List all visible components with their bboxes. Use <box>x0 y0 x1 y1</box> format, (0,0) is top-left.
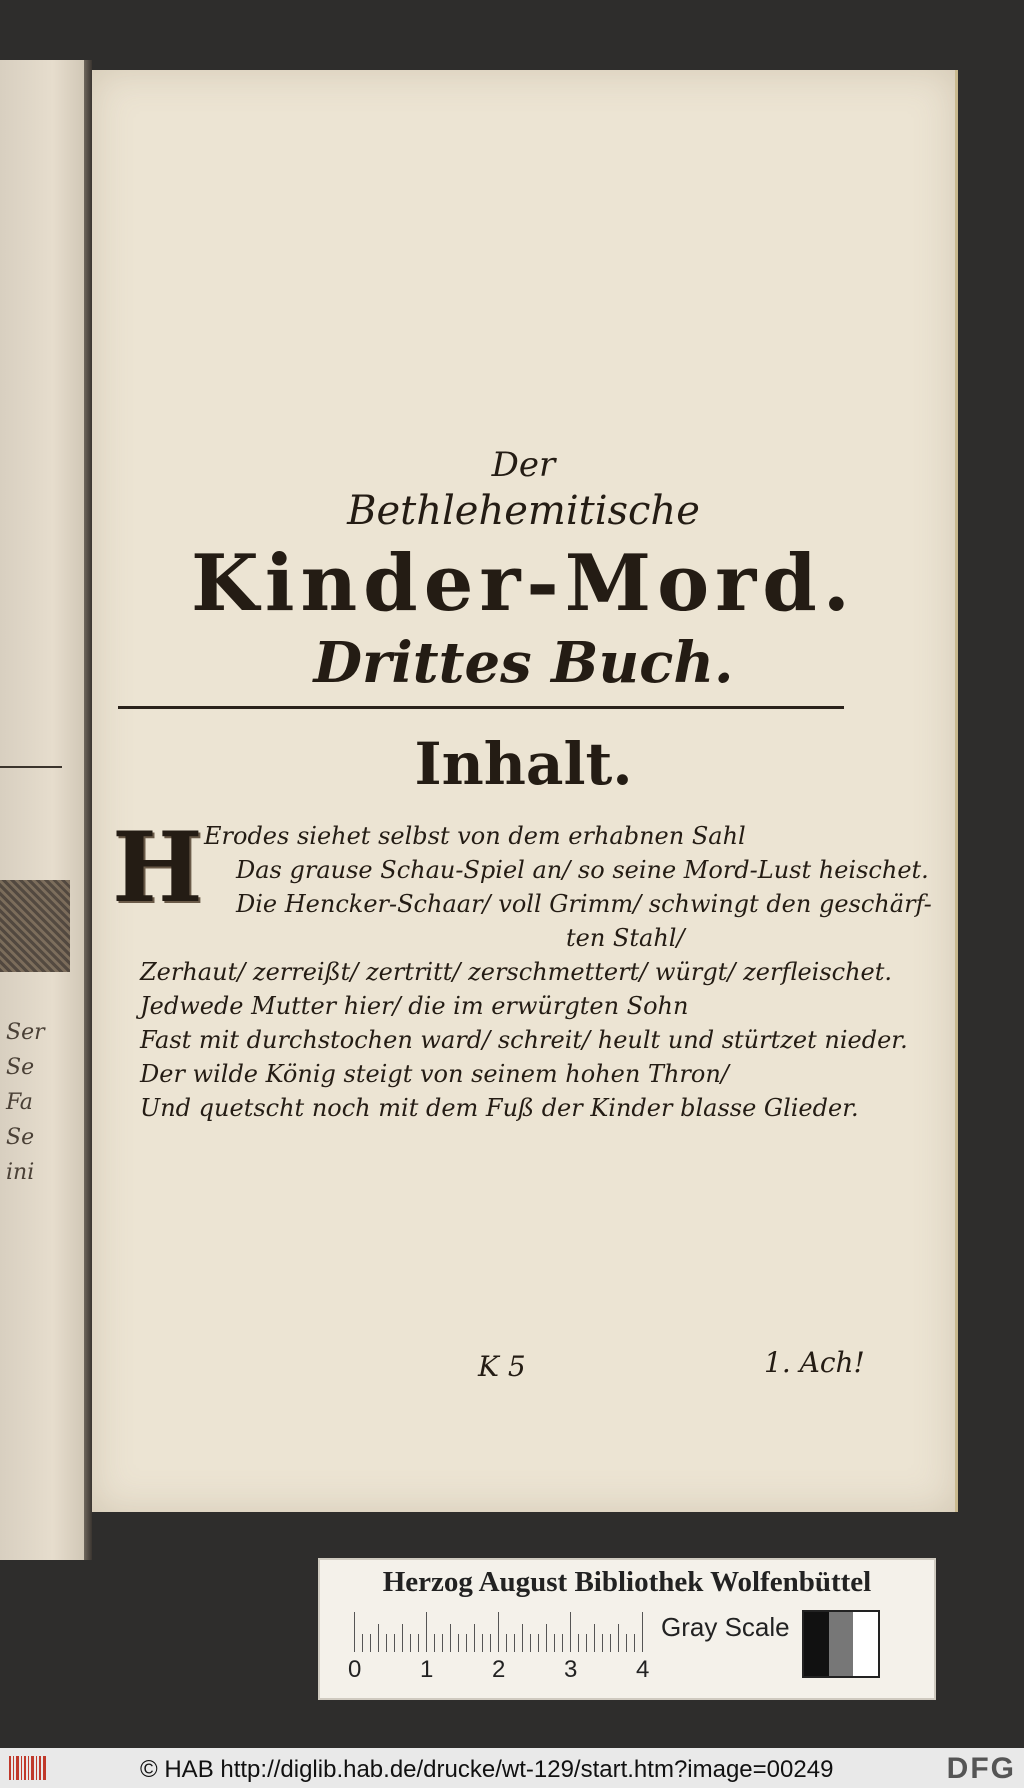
ruler-tick <box>554 1634 555 1652</box>
ruler-tick <box>586 1634 587 1652</box>
color-reference-card <box>318 1558 936 1700</box>
ruler-number: 0 <box>348 1656 362 1683</box>
ruler-tick <box>506 1634 507 1652</box>
ruler-tick <box>498 1612 499 1652</box>
verse-line: Fast mit durchstochen ward/ schreit/ heult und stürtzet nieder. <box>140 1026 908 1054</box>
title-drittes-buch: Drittes Buch. <box>313 630 734 696</box>
verse-line: Der wilde König steigt von seinem hohen Thron/ <box>140 1060 729 1088</box>
ruler-number: 2 <box>492 1656 506 1683</box>
gray-scale-swatches <box>802 1610 880 1678</box>
left-page-initial-fragment <box>0 880 70 972</box>
ruler-tick <box>450 1624 451 1652</box>
dfg-logo: DFG <box>946 1752 1016 1785</box>
swatch-white <box>853 1612 878 1676</box>
ruler-tick <box>410 1634 411 1652</box>
ruler-tick <box>538 1634 539 1652</box>
ruler-tick <box>466 1634 467 1652</box>
ruler-tick <box>570 1612 571 1652</box>
ruler-tick <box>634 1634 635 1652</box>
ruler-tick <box>442 1634 443 1652</box>
ruler-tick <box>490 1634 491 1652</box>
ruler-tick <box>522 1624 523 1652</box>
ruler-tick <box>394 1634 395 1652</box>
ruler-tick <box>626 1634 627 1652</box>
ruler-number: 3 <box>564 1656 578 1683</box>
verse-line: Die Hencker-Schaar/ voll Grimm/ schwingt den geschärf- <box>236 890 932 918</box>
ruler-number: 4 <box>636 1656 650 1683</box>
horizontal-rule <box>118 706 844 709</box>
ruler-tick <box>514 1634 515 1652</box>
left-page-word: Fa <box>6 1090 33 1115</box>
swatch-black <box>804 1612 829 1676</box>
measurement-ruler <box>354 1612 644 1652</box>
ruler-tick <box>426 1612 427 1652</box>
ruler-tick <box>642 1612 643 1652</box>
ruler-tick <box>482 1634 483 1652</box>
left-page-word: Se <box>6 1055 35 1080</box>
verse-line: Und quetscht noch mit dem Fuß der Kinder blasse Glieder. <box>140 1094 859 1122</box>
verse-line: Erodes siehet selbst von dem erhabnen Sahl <box>204 822 746 850</box>
ruler-tick <box>370 1634 371 1652</box>
left-page-rule <box>0 766 62 768</box>
section-heading-inhalt: Inhalt. <box>414 730 633 798</box>
ruler-tick <box>562 1634 563 1652</box>
ruler-tick <box>386 1634 387 1652</box>
gray-scale-label: Gray Scale <box>661 1612 790 1642</box>
ruler-tick <box>602 1634 603 1652</box>
ruler-number: 1 <box>420 1656 434 1683</box>
signature-mark: K 5 <box>478 1350 526 1383</box>
ruler-tick <box>578 1634 579 1652</box>
ruler-tick <box>362 1634 363 1652</box>
left-page-word: Se <box>6 1125 35 1150</box>
ruler-tick <box>458 1634 459 1652</box>
ruler-tick <box>594 1624 595 1652</box>
ruler-tick <box>434 1634 435 1652</box>
drop-cap-initial: H <box>112 811 203 924</box>
verse-line: ten Stahl/ <box>566 924 685 952</box>
verse-line: Das grause Schau-Spiel an/ so seine Mord-Lust heischet. <box>236 856 929 884</box>
ruler-tick <box>618 1624 619 1652</box>
left-page-word: Ser <box>6 1020 45 1045</box>
ruler-tick <box>354 1612 355 1652</box>
card-title: Herzog August Bibliothek Wolfenbüttel <box>382 1566 872 1598</box>
left-page-edge <box>0 60 88 1560</box>
ruler-tick <box>610 1634 611 1652</box>
left-page-word: ini <box>6 1160 35 1185</box>
verse-line: Jedwede Mutter hier/ die im erwürgten Sohn <box>140 992 689 1020</box>
ruler-tick <box>402 1624 403 1652</box>
book-page <box>92 70 958 1512</box>
ruler-tick <box>530 1634 531 1652</box>
credit-link[interactable]: © HAB http://diglib.hab.de/drucke/wt-129/start.htm?image=00249 <box>140 1756 834 1783</box>
barcode-icon <box>8 1754 48 1782</box>
ruler-tick <box>378 1624 379 1652</box>
book-gutter <box>84 60 92 1560</box>
verse-line: Zerhaut/ zerreißt/ zertritt/ zerschmettert/ würgt/ zerfleischet. <box>140 958 893 986</box>
title-bethlehemitische: Bethlehemitische <box>347 488 700 534</box>
ruler-tick <box>474 1624 475 1652</box>
swatch-gray <box>829 1612 854 1676</box>
title-kinder-mord: Kinder-Mord. <box>191 538 856 629</box>
ruler-tick <box>418 1634 419 1652</box>
ruler-tick <box>546 1624 547 1652</box>
title-der: Der <box>491 445 556 485</box>
catchword: 1. Ach! <box>764 1346 865 1379</box>
credit-bar <box>0 1748 1024 1788</box>
